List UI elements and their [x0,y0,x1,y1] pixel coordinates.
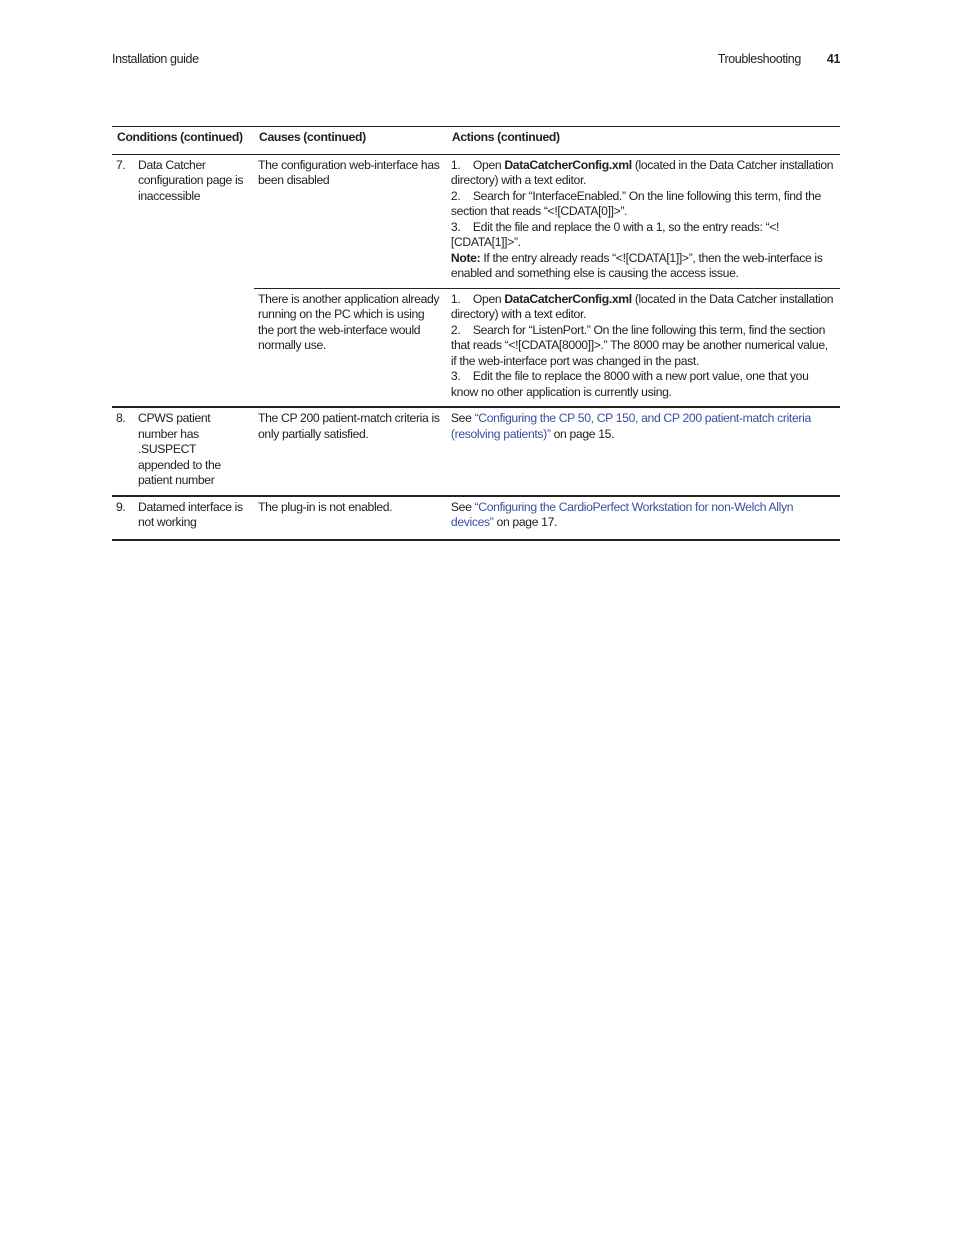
table-row [112,496,840,540]
header-right [718,52,840,66]
cause-cell: There is another application already running on the PC which is using the port the web-interface would normally use. [254,288,447,407]
filename: DataCatcherConfig.xml [504,157,632,172]
filename: DataCatcherConfig.xml [504,291,632,306]
row-number: 9. [116,499,126,514]
document-title: Installation guide [112,52,199,66]
action-step: 3. Edit the file and replace the 0 with a 1, so the entry reads: “<![CDATA[1]]>”. [450,219,780,249]
condition-cell [112,407,254,496]
action-cell [447,288,840,407]
row-number: 8. [116,411,126,425]
column-header-actions: Actions (continued) [447,127,840,155]
column-header-conditions: Conditions (continued) [112,127,254,155]
condition-text: Datamed interface is not working [138,499,243,529]
action-step: 3. Edit the file to replace the 8000 with a new port value, one that you know no other application is currently using. [450,369,809,399]
page-header [112,52,840,70]
table-row [112,407,840,496]
action-cell [447,154,840,288]
cross-reference-link[interactable]: “Configuring the CardioPerfect Workstation for non-Welch Allyn devices” [450,499,794,529]
table-row [112,154,840,288]
condition-cell [112,154,254,407]
column-header-causes: Causes (continued) [254,127,447,155]
troubleshooting-table [112,126,840,541]
condition-text: Data Catcher configuration page is inaccessible [138,157,244,203]
action-step: 1. Open DataCatcherConfig.xml (located in the Data Catcher installation directory) with a text editor. [450,291,834,321]
cross-reference-link[interactable]: “Configuring the CP 50, CP 150, and CP 200 patient-match criteria (resolving patients)” [450,411,811,441]
action-step: 1. Open DataCatcherConfig.xml (located in the Data Catcher installation directory) with a text editor. [450,157,834,187]
section-title: Troubleshooting [717,52,801,66]
cause-cell: The configuration web-interface has been disabled [258,157,440,187]
row-number: 7. [116,157,126,172]
action-step: 2. Search for “InterfaceEnabled.” On the line following this term, find the section that reads “<![CDATA[0]]>”. [450,188,821,218]
action-cell: See “Configuring the CP 50, CP 150, and CP 200 patient-match criteria (resolving patients)” on page 15. [447,407,840,496]
cause-cell: The CP 200 patient-match criteria is only partially satisfied. [254,407,447,496]
action-note: Note: If the entry already reads “<![CDATA[1]]>”, then the web-interface is enabled and something else is causing the access issue. [450,250,823,280]
action-cell: See “Configuring the CardioPerfect Workstation for non-Welch Allyn devices” on page 17. [447,496,840,540]
condition-cell [112,496,254,540]
table-header-row [112,127,840,155]
page-number: 41 [826,52,840,66]
condition-text: CPWS patient number has .SUSPECT appended to the patient number [138,411,221,487]
cause-cell: The plug-in is not enabled. [254,496,447,540]
action-step: 2. Search for “ListenPort.” On the line following this term, find the section that reads “<![CDATA[8000]]>.” The 8000 may be another numerical value, if the web-interface port was changed in the past. [450,322,828,368]
